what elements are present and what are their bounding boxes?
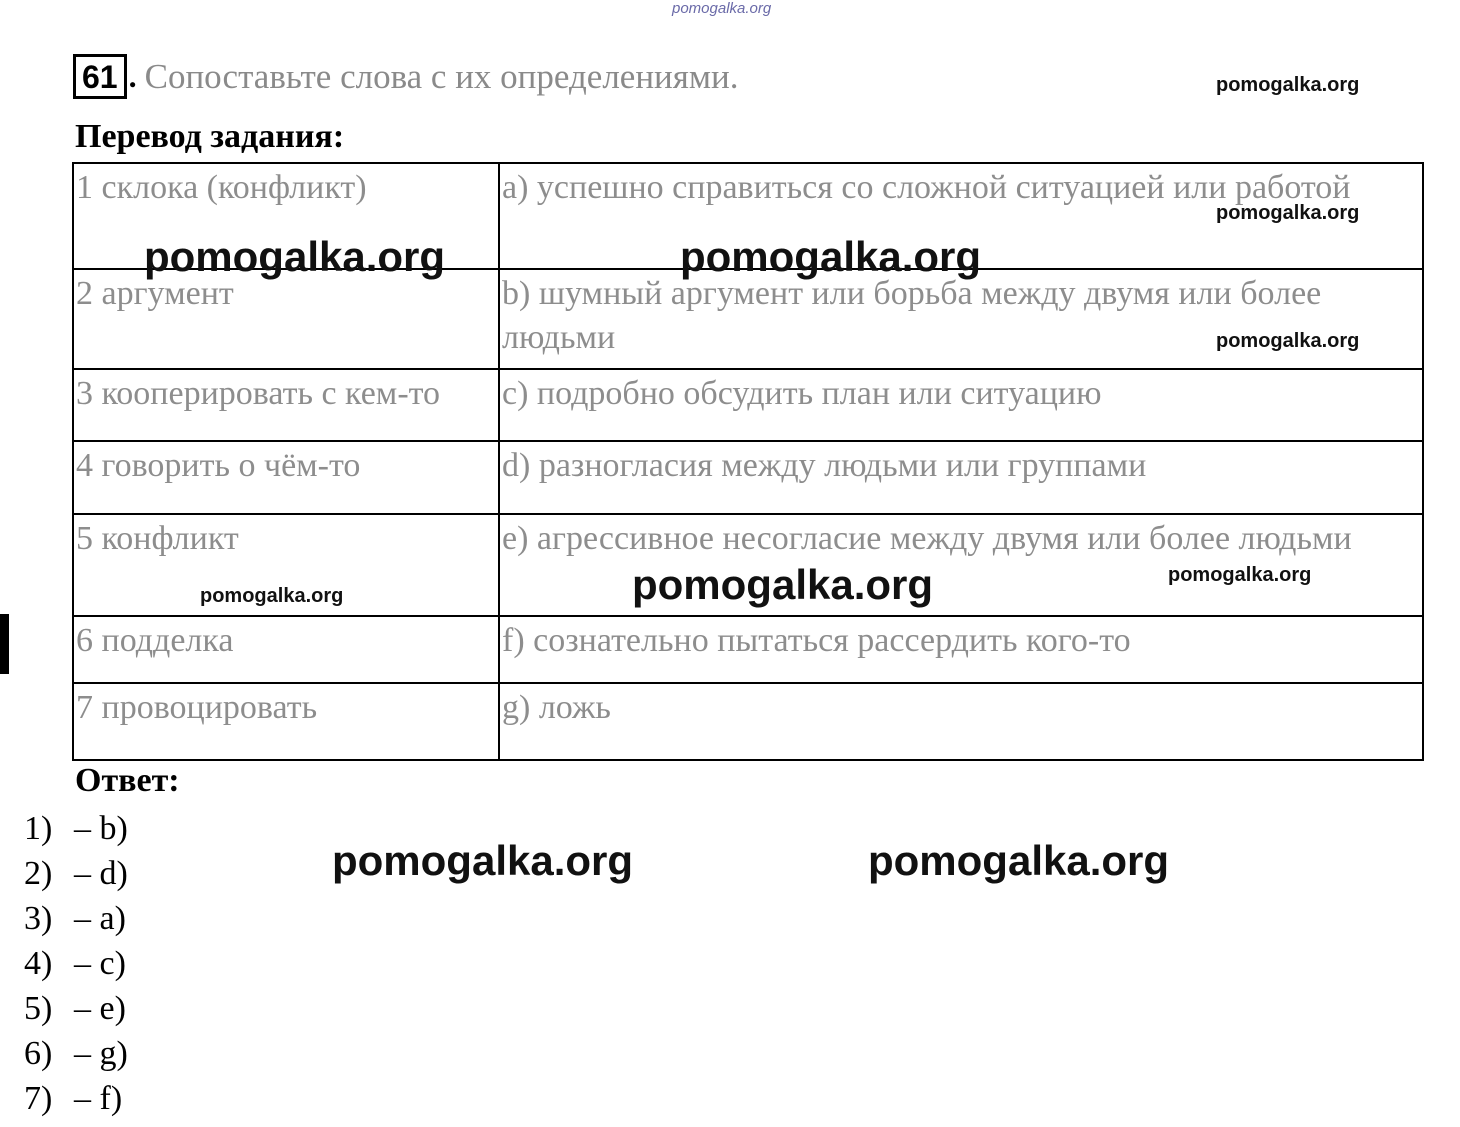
table-row [73, 441, 1423, 514]
term-cell: 2 аргумент [73, 269, 499, 369]
answer-number: 7) [24, 1080, 53, 1117]
answer-number: 1) [24, 810, 53, 847]
answer-item [24, 1076, 128, 1121]
translation-label: Перевод задания: [75, 118, 345, 155]
watermark-text: pomogalka.org [200, 585, 344, 607]
answer-list [24, 806, 128, 1121]
answer-value: – c) [74, 945, 126, 982]
definition-cell: e) агрессивное несогласие между двумя или более людьми [499, 514, 1423, 616]
answer-item [24, 806, 128, 851]
task-title: Сопоставьте слова с их определениями. [144, 56, 739, 96]
watermark-text: pomogalka.org [1216, 74, 1360, 96]
watermark-text: pomogalka.org [632, 561, 934, 608]
answer-value: – g) [74, 1035, 128, 1072]
answer-number: 5) [24, 990, 53, 1027]
watermark-text: pomogalka.org [1216, 330, 1360, 352]
answer-value: – d) [74, 855, 128, 892]
table-row [73, 616, 1423, 683]
answer-value: – f) [74, 1080, 123, 1117]
answer-number: 2) [24, 855, 53, 892]
watermark-text: pomogalka.org [868, 837, 1170, 884]
term-cell: 6 подделка [73, 616, 499, 683]
watermark-text: pomogalka.org [332, 837, 634, 884]
definition-cell: a) успешно справиться со сложной ситуацией или работой [499, 163, 1423, 269]
answer-value: – a) [74, 900, 126, 937]
term-cell: 4 говорить о чём-то [73, 441, 499, 514]
definition-cell: g) ложь [499, 683, 1423, 760]
task-number-dot: . [128, 58, 137, 94]
answer-item [24, 1031, 128, 1076]
answer-item [24, 851, 128, 896]
term-cell: 5 конфликт [73, 514, 499, 616]
answer-item [24, 896, 128, 941]
answer-number: 3) [24, 900, 53, 937]
task-number: 61 [73, 54, 127, 99]
answer-label: Ответ: [75, 762, 180, 799]
watermark-text: pomogalka.org [144, 233, 446, 280]
answer-number: 4) [24, 945, 53, 982]
definition-cell: c) подробно обсудить план или ситуацию [499, 369, 1423, 441]
definition-cell: f) сознательно пытаться рассердить кого-то [499, 616, 1423, 683]
term-cell: 7 провоцировать [73, 683, 499, 760]
answer-item [24, 986, 128, 1031]
watermark-text: pomogalka.org [1168, 564, 1312, 586]
answer-value: – e) [74, 990, 126, 1027]
definition-cell: b) шумный аргумент или борьба между двумя или более людьми [499, 269, 1423, 369]
answer-value: – b) [74, 810, 128, 847]
answer-item [24, 941, 128, 986]
margin-bar [0, 614, 9, 674]
answer-number: 6) [24, 1035, 53, 1072]
watermark-text: pomogalka.org [680, 233, 982, 280]
table-row [73, 683, 1423, 760]
term-cell: 1 склока (конфликт) [73, 163, 499, 269]
watermark-top: pomogalka.org [672, 0, 772, 17]
watermark-text: pomogalka.org [1216, 202, 1360, 224]
definition-cell: d) разногласия между людьми или группами [499, 441, 1423, 514]
term-cell: 3 кооперировать с кем-то [73, 369, 499, 441]
table-row [73, 369, 1423, 441]
task-header [73, 54, 739, 99]
table-row [73, 269, 1423, 369]
